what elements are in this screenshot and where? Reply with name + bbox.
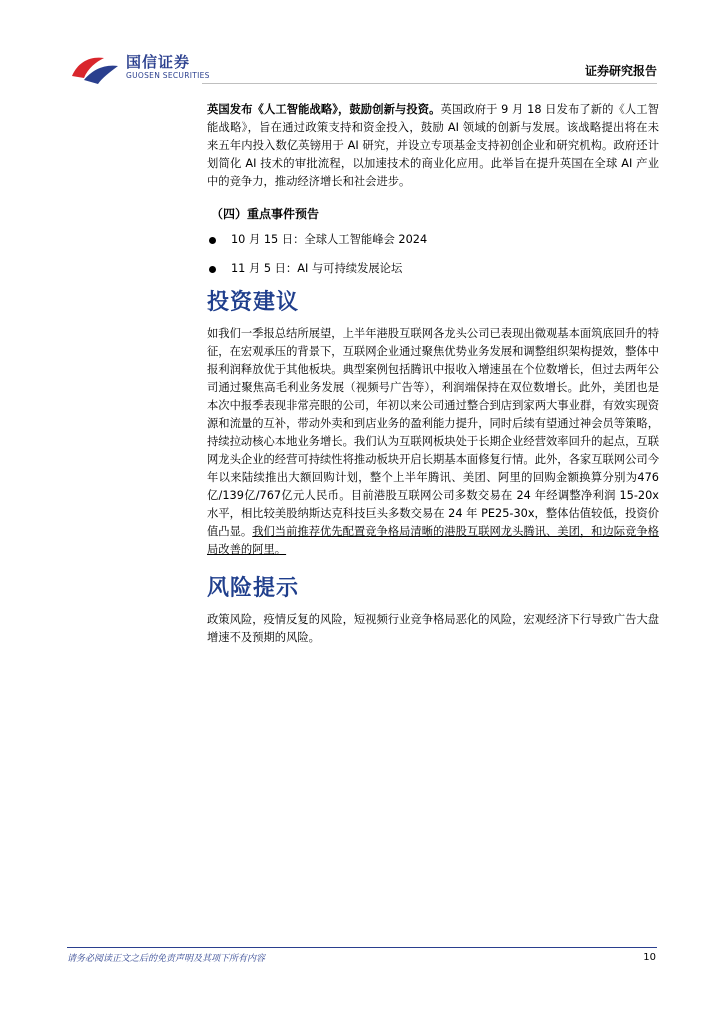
events-heading: （四）重点事件预告 [211,207,320,221]
uk-ai-strategy-paragraph [207,101,659,191]
main-content [207,101,659,647]
report-type-label: 证券研究报告 [584,64,657,78]
investment-recommendation: 我们当前推荐优先配置竞争格局清晰的港股互联网龙头腾讯、美团，和边际竞争格局改善的阿里。 [207,525,659,556]
page-number: 10 [643,952,656,963]
uk-ai-lead: 英国发布《人工智能战略》，鼓励创新与投资。 [207,103,441,116]
header-divider [202,83,657,84]
page-header [0,0,724,90]
risk-heading: 风险提示 [207,576,300,601]
events-list [207,231,659,278]
investment-paragraph [207,325,659,559]
footer-disclaimer: 请务必阅读正文之后的免责声明及其项下所有内容 [67,954,266,964]
event-item: 11 月 5 日：AI 与可持续发展论坛 [207,260,659,278]
uk-ai-body: 英国政府于 9 月 18 日发布了新的《人工智能战略》，旨在通过政策支持和资金投入，鼓励 AI 领域的创新与发展。该战略提出将在未来五年内投入数亿英镑用于 AI 研究，并设立专项基金支持初创企业和研究机构。政府还计划简化 AI 技术的审批流程，以加速技术的商业化应用。此举旨在提升英国在全球 AI 产业中的竞争力，推动经济增长和社会进步。 [207,103,659,188]
logo-english-name: GUOSEN SECURITIES [126,71,210,80]
risk-paragraph: 政策风险，疫情反复的风险，短视频行业竞争格局恶化的风险，宏观经济下行导致广告大盘增速不及预期的风险。 [207,613,659,644]
investment-body: 如我们一季报总结所展望，上半年港股互联网各龙头公司已表现出微观基本面筑底回升的特征，在宏观承压的背景下，互联网企业通过聚焦优势业务发展和调整组织架构提效，整体中报利润释放优于其他板块。典型案例包括腾讯中报收入增速虽在个位数增长，但过去两年公司通过聚焦高毛利业务发展（视频号广告等），利润端保持在双位数增长。此外，美团也是本次中报季表现非常亮眼的公司，年初以来公司通过整合到店到家两大事业群，有效实现资源和流量的互补，带动外卖和到店业务的盈利能力提升，同时后续有望通过神会员等策略，持续拉动核心本地业务增长。我们认为互联网板块处于长期企业经营效率回升的起点，互联网龙头企业的经营可持续性将推动板块开启长期基本面修复行情。此外，各家互联网公司今年以来陆续推出大额回购计划，整个上半年腾讯、美团、阿里的回购金额换算分别为476亿/139亿/767亿元人民币。目前港股互联网公司多数交易在 24 年经调整净利润 15-20x 水平，相比较美股纳斯达克科技巨头多数交易在 24 年 PE25-30x，整体估值较低，投资价值凸显。 [207,327,659,538]
event-item: 10 月 15 日：全球人工智能峰会 2024 [207,231,659,249]
investment-heading: 投资建议 [207,290,300,315]
logo-chinese-name: 国信证券 [126,53,191,71]
footer-divider [67,947,657,948]
